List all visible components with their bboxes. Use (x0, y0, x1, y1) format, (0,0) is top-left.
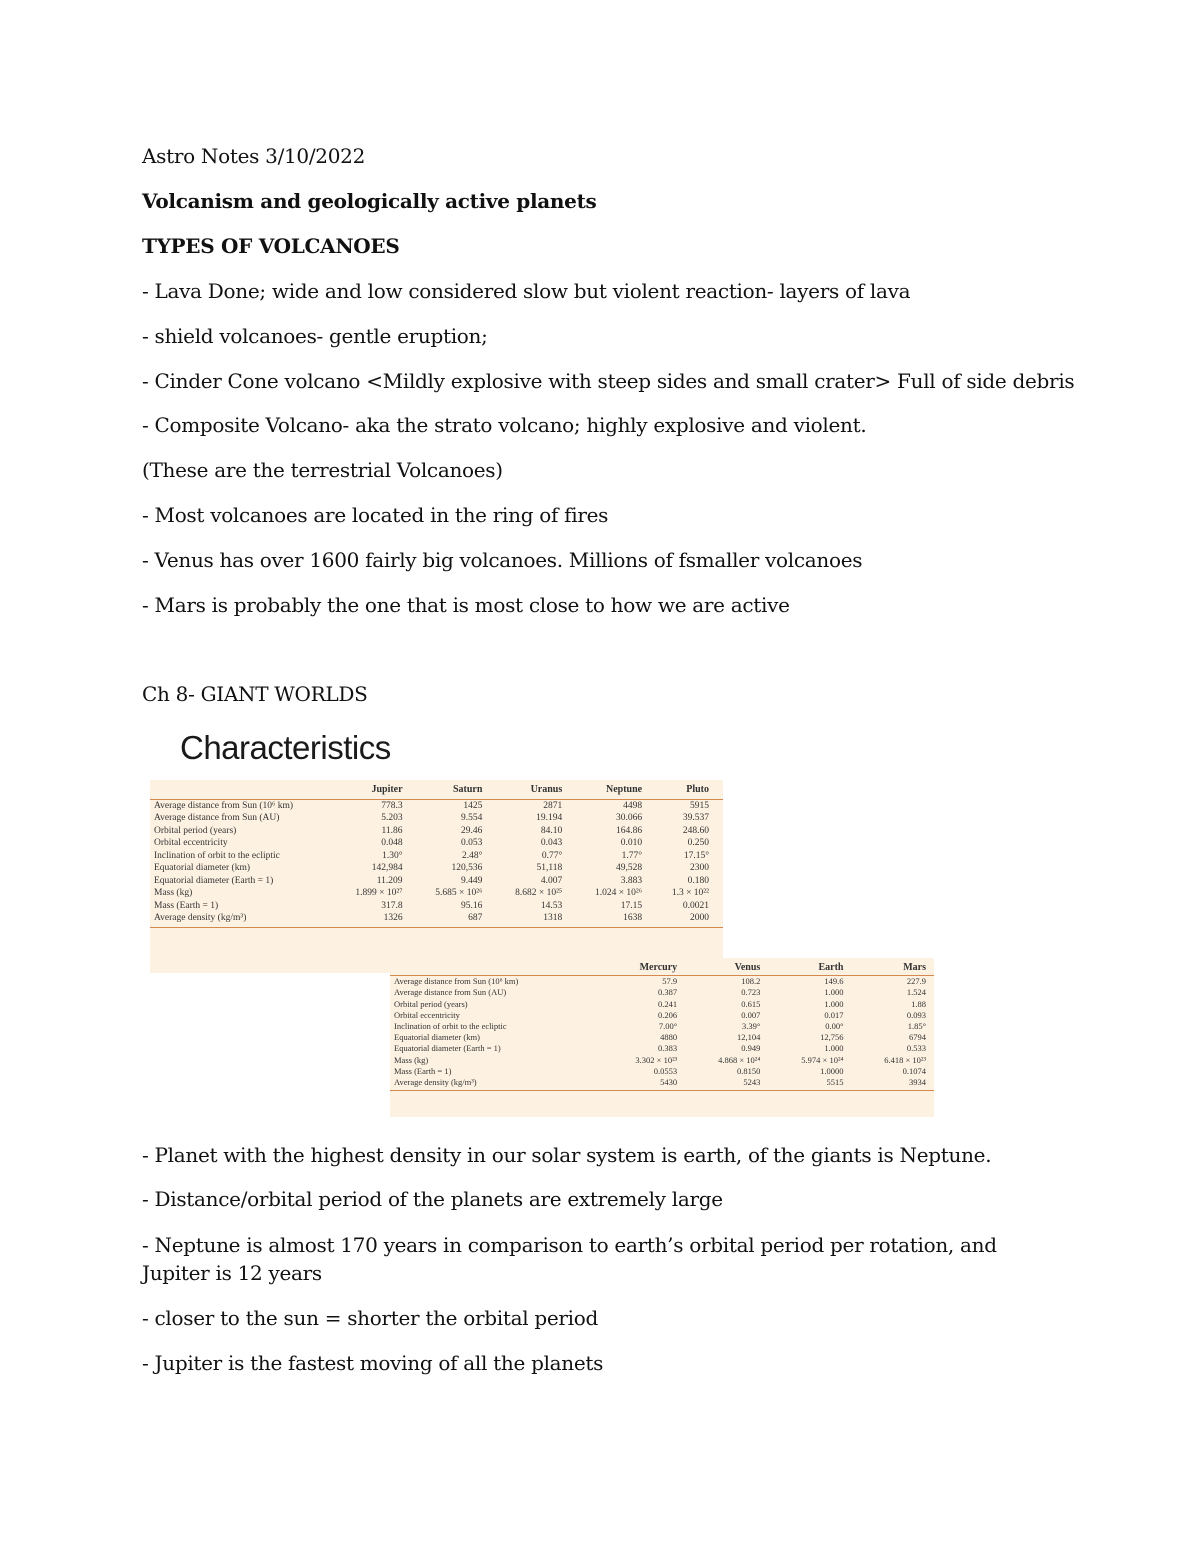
table-cell: 149.6 (824, 976, 844, 987)
table-cell: 5.203 (381, 813, 403, 823)
table-cell: 0.8150 (736, 1065, 761, 1076)
row-label: Inclination of orbit to the ecliptic (154, 850, 280, 861)
table-row (150, 837, 723, 850)
row-label: Average distance from Sun (10⁶ km) (394, 976, 519, 987)
table-row (150, 875, 723, 888)
row-label: Equatorial diameter (Earth = 1) (154, 875, 274, 886)
row-label: Average density (kg/m³) (150, 912, 337, 927)
table-cell: 687 (417, 912, 497, 927)
table-row (390, 1010, 934, 1021)
table-row (390, 987, 934, 998)
table-cell: 5430 (603, 1077, 685, 1091)
row-label: Orbital eccentricity (394, 1009, 460, 1020)
table-cell: 1.000 (824, 1043, 844, 1054)
row-label: Average distance from Sun (AU) (154, 813, 280, 823)
row-label: Mass (kg) (394, 1054, 429, 1065)
table-cell: 84.10 (540, 825, 563, 836)
table-cell: 11.209 (376, 875, 403, 886)
table-row (150, 900, 723, 913)
table-cell: 5243 (685, 1077, 768, 1091)
table-cell: 120,536 (451, 863, 483, 873)
column-header: Mars (851, 958, 934, 976)
table-cell: 51,118 (536, 863, 563, 873)
table-cell: 2000 (656, 912, 723, 927)
table-cell: 0.010 (620, 838, 643, 848)
row-label: Mass (Earth = 1) (154, 900, 219, 911)
table-cell: 227.9 (906, 976, 926, 987)
row-label: Orbital period (years) (394, 998, 468, 1009)
figure-title: Characteristics (180, 729, 391, 766)
table-cell: 0.180 (687, 875, 709, 886)
table-cell: 29.46 (461, 825, 483, 836)
table-cell: 12,756 (820, 1032, 844, 1043)
table-cell: 0.007 (741, 1009, 761, 1020)
volcano-note-line: - Lava Done; wide and low considered slow but violent reaction- layers of lava (142, 279, 911, 303)
table-cell: 1.30° (382, 850, 403, 861)
table-row (390, 976, 934, 988)
table-cell: 1326 (337, 912, 417, 927)
table-cell: 5515 (768, 1077, 851, 1091)
row-label: Average distance from Sun (AU) (394, 987, 507, 998)
table-cell: 5.685 × 10²⁶ (435, 888, 483, 898)
table-cell: 0.383 (658, 1043, 678, 1054)
table-cell: 11.86 (381, 825, 403, 836)
table-row (150, 812, 723, 825)
table-row (150, 799, 723, 812)
table-cell: 0.1074 (902, 1065, 926, 1076)
table-cell: 0.206 (658, 1009, 678, 1020)
table-cell: 30.066 (615, 813, 643, 823)
table-cell: 12,104 (736, 1032, 761, 1043)
table-cell: 0.250 (687, 838, 709, 848)
table-cell: 39.537 (682, 813, 709, 823)
table-cell: 0.0021 (682, 900, 709, 911)
column-header: Pluto (656, 780, 723, 799)
table-cell: 0.00° (825, 1021, 844, 1032)
table-cell: 3934 (851, 1077, 934, 1091)
volcano-note-line: - shield volcanoes- gentle eruption; (142, 324, 488, 348)
volcano-note-line: - Cinder Cone volcano <Mildly explosive with steep sides and small crater> Full of side debris (142, 369, 1075, 393)
row-label: Equatorial diameter (km) (394, 1032, 480, 1043)
chapter-note-line: - Neptune is almost 170 years in comparison to earth’s orbital period per rotation, and Jupiter is 12 years (142, 1233, 997, 1285)
table-cell: 0.093 (906, 1009, 926, 1020)
table-cell: 6.418 × 10²³ (884, 1054, 926, 1065)
table-header-row (390, 958, 934, 976)
row-label: Average distance from Sun (10⁶ km) (154, 800, 293, 811)
notes-header: Astro Notes 3/10/2022 (142, 144, 365, 168)
chapter-heading: Ch 8- GIANT WORLDS (142, 682, 368, 706)
table-cell: 1.899 × 10²⁷ (355, 888, 403, 898)
table-cell: 1425 (463, 800, 483, 811)
table-cell: 17.15° (683, 850, 709, 861)
section-heading-volcano-types: TYPES OF VOLCANOES (142, 234, 400, 258)
table-row (390, 1055, 934, 1066)
table-row (390, 1032, 934, 1043)
table-cell: 317.8 (381, 900, 403, 911)
table-cell: 17.15 (620, 900, 643, 911)
volcano-note-line: - Most volcanoes are located in the ring of fires (142, 503, 609, 527)
table-corner (390, 958, 603, 976)
notes-title: Volcanism and geologically active planets (142, 189, 597, 213)
table-cell: 2871 (543, 800, 563, 811)
row-label: Inclination of orbit to the ecliptic (394, 1021, 507, 1032)
table-cell: 4.868 × 10²⁴ (718, 1054, 761, 1065)
table-cell: 49,528 (615, 863, 643, 873)
column-header: Jupiter (337, 780, 417, 799)
table-cell: 1.85° (907, 1021, 926, 1032)
table-cell: 19.194 (536, 813, 563, 823)
row-label: Orbital eccentricity (154, 838, 228, 848)
table-cell: 1.0000 (820, 1065, 844, 1076)
volcano-note-line: - Venus has over 1600 fairly big volcanoes. Millions of fsmaller volcanoes (142, 548, 863, 572)
column-header: Uranus (496, 780, 576, 799)
table-cell: 0.241 (658, 998, 678, 1009)
table-cell: 1.3 × 10²² (671, 888, 709, 898)
table-cell: 1.000 (824, 987, 844, 998)
table-cell: 4498 (623, 800, 643, 811)
table-cell: 2300 (690, 863, 709, 873)
table-cell: 0.0553 (653, 1065, 678, 1076)
table-cell: 0.723 (741, 987, 761, 998)
row-label: Mass (kg) (154, 888, 193, 898)
table-cell: 1.77° (621, 850, 643, 861)
volcano-note-line: - Composite Volcano- aka the strato volcano; highly explosive and violent. (142, 413, 867, 437)
table-row (150, 862, 723, 875)
table-cell: 778.3 (381, 800, 403, 811)
table-row (390, 999, 934, 1010)
table-cell: 5915 (690, 800, 709, 811)
table-row (150, 850, 723, 863)
table-corner (150, 780, 337, 799)
table-row (150, 825, 723, 838)
table-cell: 95.16 (461, 900, 483, 911)
column-header: Earth (768, 958, 851, 976)
table-cell: 8.682 × 10²⁵ (515, 888, 563, 898)
table-cell: 0.043 (540, 838, 563, 848)
table-row (150, 887, 723, 900)
row-label: Mass (Earth = 1) (394, 1065, 452, 1076)
table-cell: 0.048 (381, 838, 403, 848)
column-header: Venus (685, 958, 768, 976)
table-cell: 0.387 (658, 987, 678, 998)
table-cell: 0.949 (741, 1043, 761, 1054)
table-cell: 5.974 × 10²⁴ (801, 1054, 844, 1065)
table-cell: 0.615 (741, 998, 761, 1009)
table-cell: 3.883 (620, 875, 643, 886)
table-cell: 248.60 (682, 825, 709, 836)
table-cell: 9.449 (461, 875, 483, 886)
table-cell: 4880 (660, 1032, 678, 1043)
row-label: Orbital period (years) (154, 825, 237, 836)
table-row (390, 1077, 934, 1091)
table-cell: 7.00° (658, 1021, 678, 1032)
chapter-note-line: - Distance/orbital period of the planets are extremely large (142, 1187, 723, 1211)
table-cell: 1.000 (824, 998, 844, 1009)
table-header-row (150, 780, 723, 799)
table-cell: 164.86 (615, 825, 643, 836)
table-cell: 1318 (496, 912, 576, 927)
chapter-note-line: - Planet with the highest density in our solar system is earth, of the giants is Neptune. (142, 1143, 992, 1167)
table-cell: 9.554 (461, 813, 483, 823)
table-cell: 14.53 (540, 900, 563, 911)
table-cell: 3.302 × 10²³ (635, 1054, 678, 1065)
table-cell: 108.2 (741, 976, 761, 987)
characteristics-figure (150, 727, 935, 1119)
volcano-note-line: - Mars is probably the one that is most close to how we are active (142, 593, 790, 617)
row-label: Equatorial diameter (Earth = 1) (394, 1043, 501, 1054)
column-header: Neptune (576, 780, 656, 799)
column-header: Mercury (603, 958, 685, 976)
table-cell: 0.017 (824, 1009, 844, 1020)
table-cell: 0.77° (541, 850, 563, 861)
terrestrial-planets-table (390, 958, 934, 1117)
row-label: Equatorial diameter (km) (154, 863, 251, 873)
table-row (390, 1021, 934, 1032)
table-cell: 1.524 (906, 987, 926, 998)
table-cell: 142,984 (371, 863, 403, 873)
table-row (390, 1043, 934, 1054)
giant-planets-table (150, 780, 723, 973)
table-cell: 57.9 (662, 976, 678, 987)
table-cell: 0.533 (906, 1043, 926, 1054)
table-cell: 3.39° (742, 1021, 761, 1032)
chapter-note-line: - Jupiter is the fastest moving of all the planets (142, 1351, 604, 1375)
column-header: Saturn (417, 780, 497, 799)
table-cell: 1638 (576, 912, 656, 927)
table-cell: 2.48° (461, 850, 483, 861)
table-row (390, 1066, 934, 1077)
chapter-note-line: - closer to the sun = shorter the orbital period (142, 1306, 599, 1330)
table-cell: 6794 (909, 1032, 926, 1043)
table-row (150, 912, 723, 927)
row-label: Average density (kg/m³) (390, 1077, 603, 1091)
volcano-note-line: (These are the terrestrial Volcanoes) (142, 458, 503, 482)
table-cell: 1.024 × 10²⁶ (594, 888, 643, 898)
table-cell: 1.88 (911, 998, 926, 1009)
table-cell: 0.053 (461, 838, 483, 848)
table-cell: 4.007 (540, 875, 563, 886)
